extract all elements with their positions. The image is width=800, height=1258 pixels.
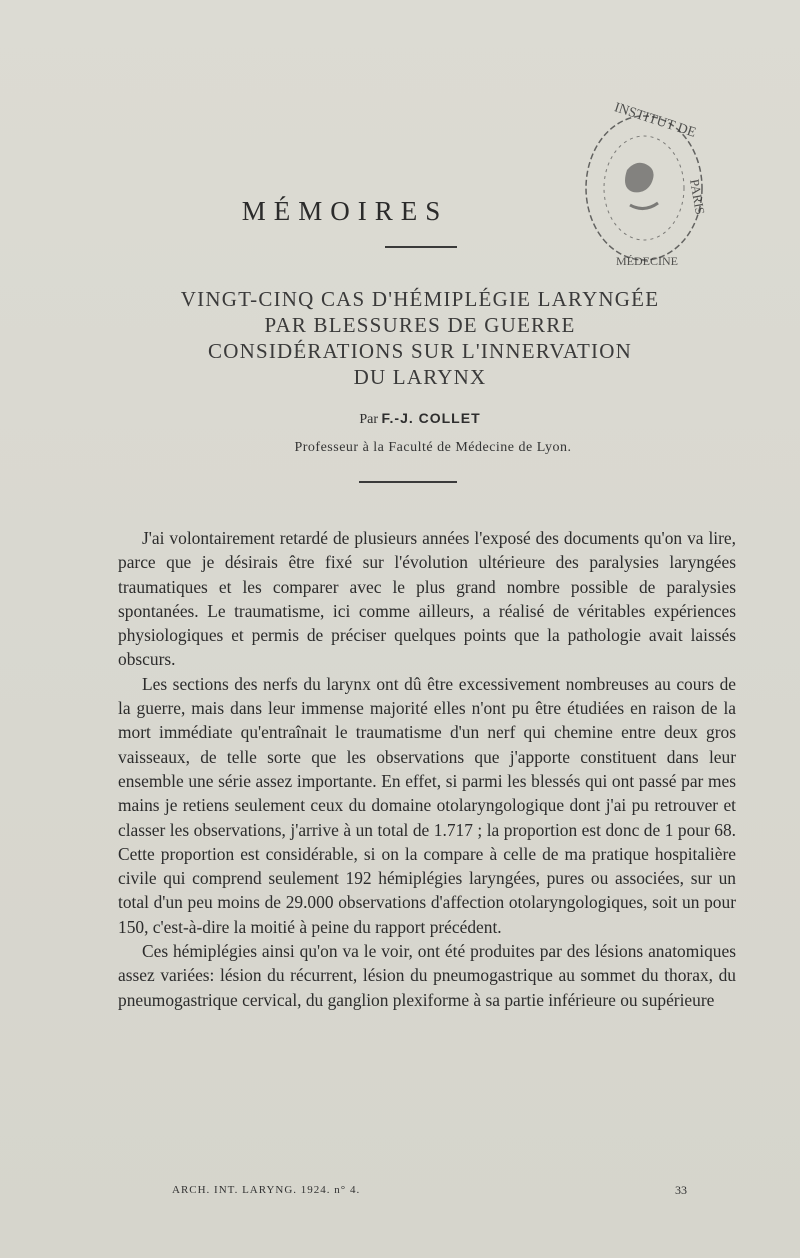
journal-footer: ARCH. INT. LARYNG. 1924. n° 4. (172, 1184, 361, 1196)
author-name: F.-J. COLLET (381, 410, 481, 426)
article-title (100, 286, 740, 390)
title-line-1: VINGT-CINQ CAS D'HÉMIPLÉGIE LARYNGÉE (180, 287, 660, 311)
stamp-text-top: INSTITUT DE (612, 100, 698, 141)
article-body (118, 526, 736, 1012)
section-heading: MÉMOIRES (241, 196, 449, 226)
paragraph-2: Les sections des nerfs du larynx ont dû être excessivement nombreuses au cours de la guerre, mais dans leur immense majorité elles n'ont pu être étudiées en raison de la mort immédiate qu'entraînait le traumatisme d'un nerf qui chemine entre deux gros vaisseaux, de telle sorte que les observations que j'apporte constituent dans leur ensemble une série assez importante. En effet, si parmi les blessés qui ont passé par mes mains je retiens seulement ceux du domaine otolaryngologique dont j'ai pu retrouver et classer les observations, j'arrive à un total de 1.717 ; la proportion est donc de 1 pour 68. Cette proportion est considérable, si on la compare à celle de ma pratique hospitalière civile qui comprend seulement 192 hémiplégies laryngées, pures ou associées, sur un total d'un peu moins de 29.000 observations d'affection otolaryngologiques, soit un pour 150, c'est-à-dire la moitié à peine du rapport précédent. (118, 673, 736, 937)
divider-top (385, 246, 457, 248)
paragraph-3: Ces hémiplégies ainsi qu'on va le voir, ont été produites par des lésions anatomiques assez variées: lésion du récurrent, lésion du pneumogastrique au sommet du thorax, du pneumogastrique cervical, du ganglion plexiforme à sa partie inférieure ou supérieure (118, 941, 736, 1010)
paragraph-1: J'ai volontairement retardé de plusieurs années l'exposé des documents qu'on va lire, parce que je désirais être fixé sur l'évolution ultérieure des paralysies laryngées traumatiques et les comparer avec le plus grand nombre possible de paralysies spontanées. Le traumatisme, ici comme ailleurs, a réalisé de véritables expériences physiologiques et permis de préciser quelques points que la pathologie avait laissés obscurs. (118, 528, 736, 670)
byline-prefix: Par (359, 412, 379, 427)
stamp-text-bottom: MÉDECINE (616, 254, 678, 268)
title-line-3: CONSIDÉRATIONS SUR L'INNERVATION (208, 339, 632, 363)
divider-mid (359, 481, 457, 483)
title-line-2: PAR BLESSURES DE GUERRE (264, 313, 576, 337)
author-affiliation: Professeur à la Faculté de Médecine de Lyon. (294, 440, 572, 455)
library-stamp (572, 100, 712, 270)
page-number: 33 (675, 1183, 687, 1197)
title-line-4: DU LARYNX (353, 365, 487, 389)
stamp-text-right: PARIS (687, 177, 709, 216)
byline (100, 410, 740, 428)
